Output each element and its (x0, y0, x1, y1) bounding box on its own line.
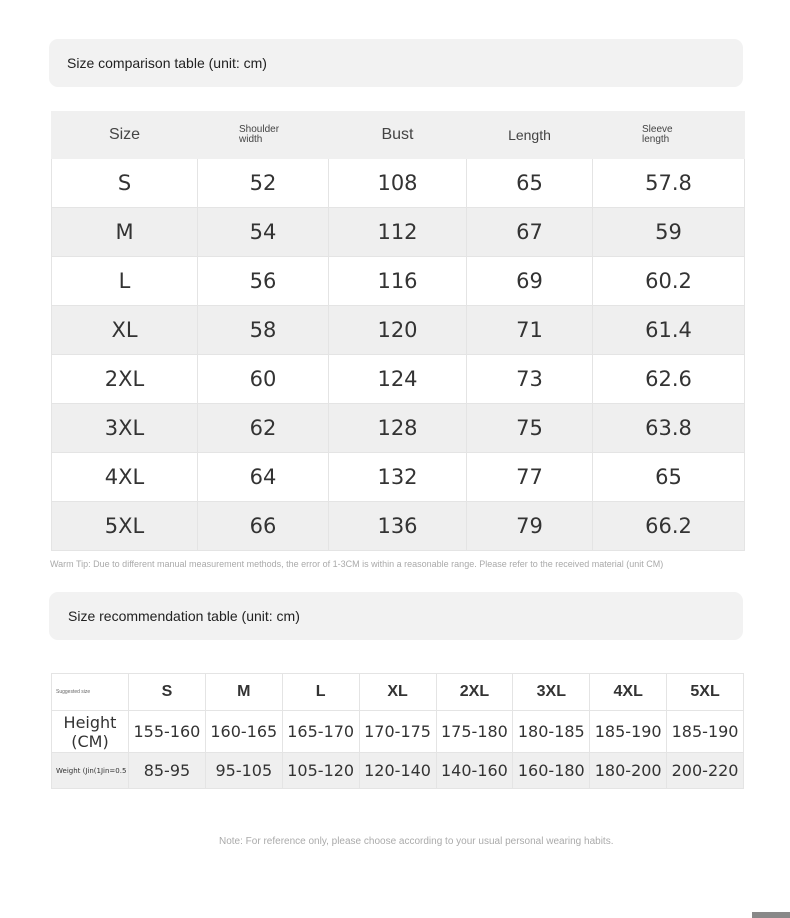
table-cell: 64 (198, 453, 329, 502)
rec-weight-cell: 180-200 (590, 753, 667, 789)
table-row (52, 404, 745, 453)
rec-size-header: 5XL (667, 674, 744, 711)
table-cell: 2XL (52, 355, 198, 404)
table-cell: 73 (467, 355, 593, 404)
rec-weight-cell: 120-140 (359, 753, 436, 789)
table-cell: 59 (593, 208, 745, 257)
size-comparison-table (51, 111, 745, 551)
scroll-corner (752, 912, 790, 918)
table-cell: 3XL (52, 404, 198, 453)
suggested-size-label: Suggested size (52, 674, 129, 711)
rec-height-cell: 155-160 (129, 711, 206, 753)
rec-height-cell: 180-185 (513, 711, 590, 753)
table-cell: 128 (329, 404, 467, 453)
rec-height-cell: 175-180 (436, 711, 513, 753)
table-cell: 62 (198, 404, 329, 453)
table-row (52, 208, 745, 257)
size-comparison-title (49, 39, 743, 87)
table-cell: 52 (198, 159, 329, 208)
reference-note: Note: For reference only, please choose according to your usual personal wearing habits. (219, 836, 614, 847)
table-cell: 124 (329, 355, 467, 404)
table-row (52, 502, 745, 551)
table-cell: XL (52, 306, 198, 355)
size-recommendation-title-text: Size recommendation table (unit: cm) (68, 608, 300, 624)
table-cell: 108 (329, 159, 467, 208)
header-bust: Bust (329, 112, 467, 159)
rec-height-row (52, 711, 744, 753)
warm-tip: Warm Tip: Due to different manual measurement methods, the error of 1-3CM is within a reasonable range. Please refer to the received material (unit CM) (50, 559, 664, 569)
table-cell: 79 (467, 502, 593, 551)
rec-size-header: M (205, 674, 282, 711)
table-cell: 62.6 (593, 355, 745, 404)
table-cell: 66.2 (593, 502, 745, 551)
rec-weight-row (52, 753, 744, 789)
header-length: Length (467, 112, 593, 159)
table-cell: 60.2 (593, 257, 745, 306)
rec-size-header: S (129, 674, 206, 711)
table-row (52, 355, 745, 404)
table-cell: 65 (593, 453, 745, 502)
table-cell: 4XL (52, 453, 198, 502)
table-cell: 71 (467, 306, 593, 355)
rec-height-cell: 165-170 (282, 711, 359, 753)
size-recommendation-table (51, 673, 744, 789)
table-cell: 58 (198, 306, 329, 355)
weight-label: Weight (Jin(1Jin=0.5 (52, 753, 129, 789)
rec-weight-cell: 85-95 (129, 753, 206, 789)
header-size: Size (52, 112, 198, 159)
rec-weight-cell: 95-105 (205, 753, 282, 789)
table-row (52, 257, 745, 306)
table-cell: 75 (467, 404, 593, 453)
rec-size-header: 2XL (436, 674, 513, 711)
rec-size-header: 4XL (590, 674, 667, 711)
table-cell: 65 (467, 159, 593, 208)
table-row (52, 453, 745, 502)
table-cell: 116 (329, 257, 467, 306)
rec-height-cell: 185-190 (590, 711, 667, 753)
table-row (52, 306, 745, 355)
table-cell: 63.8 (593, 404, 745, 453)
table-cell: 67 (467, 208, 593, 257)
table-cell: 56 (198, 257, 329, 306)
rec-height-cell: 170-175 (359, 711, 436, 753)
rec-header-row (52, 674, 744, 711)
table-cell: 132 (329, 453, 467, 502)
table-cell: S (52, 159, 198, 208)
size-recommendation-title (49, 592, 743, 640)
rec-size-header: 3XL (513, 674, 590, 711)
rec-weight-cell: 200-220 (667, 753, 744, 789)
rec-size-header: XL (359, 674, 436, 711)
header-sleeve-length: Sleeve length (593, 112, 745, 159)
table-cell: M (52, 208, 198, 257)
table-cell: 57.8 (593, 159, 745, 208)
height-label: Height (CM) (52, 711, 129, 753)
header-shoulder-width: Shoulder width (198, 112, 329, 159)
table-cell: 69 (467, 257, 593, 306)
table-header-row (52, 112, 745, 159)
table-cell: 66 (198, 502, 329, 551)
table-cell: 120 (329, 306, 467, 355)
table-cell: L (52, 257, 198, 306)
table-cell: 60 (198, 355, 329, 404)
table-row (52, 159, 745, 208)
table-cell: 5XL (52, 502, 198, 551)
size-comparison-title-text: Size comparison table (unit: cm) (67, 55, 267, 71)
table-cell: 77 (467, 453, 593, 502)
table-cell: 54 (198, 208, 329, 257)
rec-weight-cell: 105-120 (282, 753, 359, 789)
rec-weight-cell: 160-180 (513, 753, 590, 789)
rec-height-cell: 185-190 (667, 711, 744, 753)
table-cell: 136 (329, 502, 467, 551)
rec-weight-cell: 140-160 (436, 753, 513, 789)
table-cell: 112 (329, 208, 467, 257)
table-cell: 61.4 (593, 306, 745, 355)
rec-size-header: L (282, 674, 359, 711)
rec-height-cell: 160-165 (205, 711, 282, 753)
